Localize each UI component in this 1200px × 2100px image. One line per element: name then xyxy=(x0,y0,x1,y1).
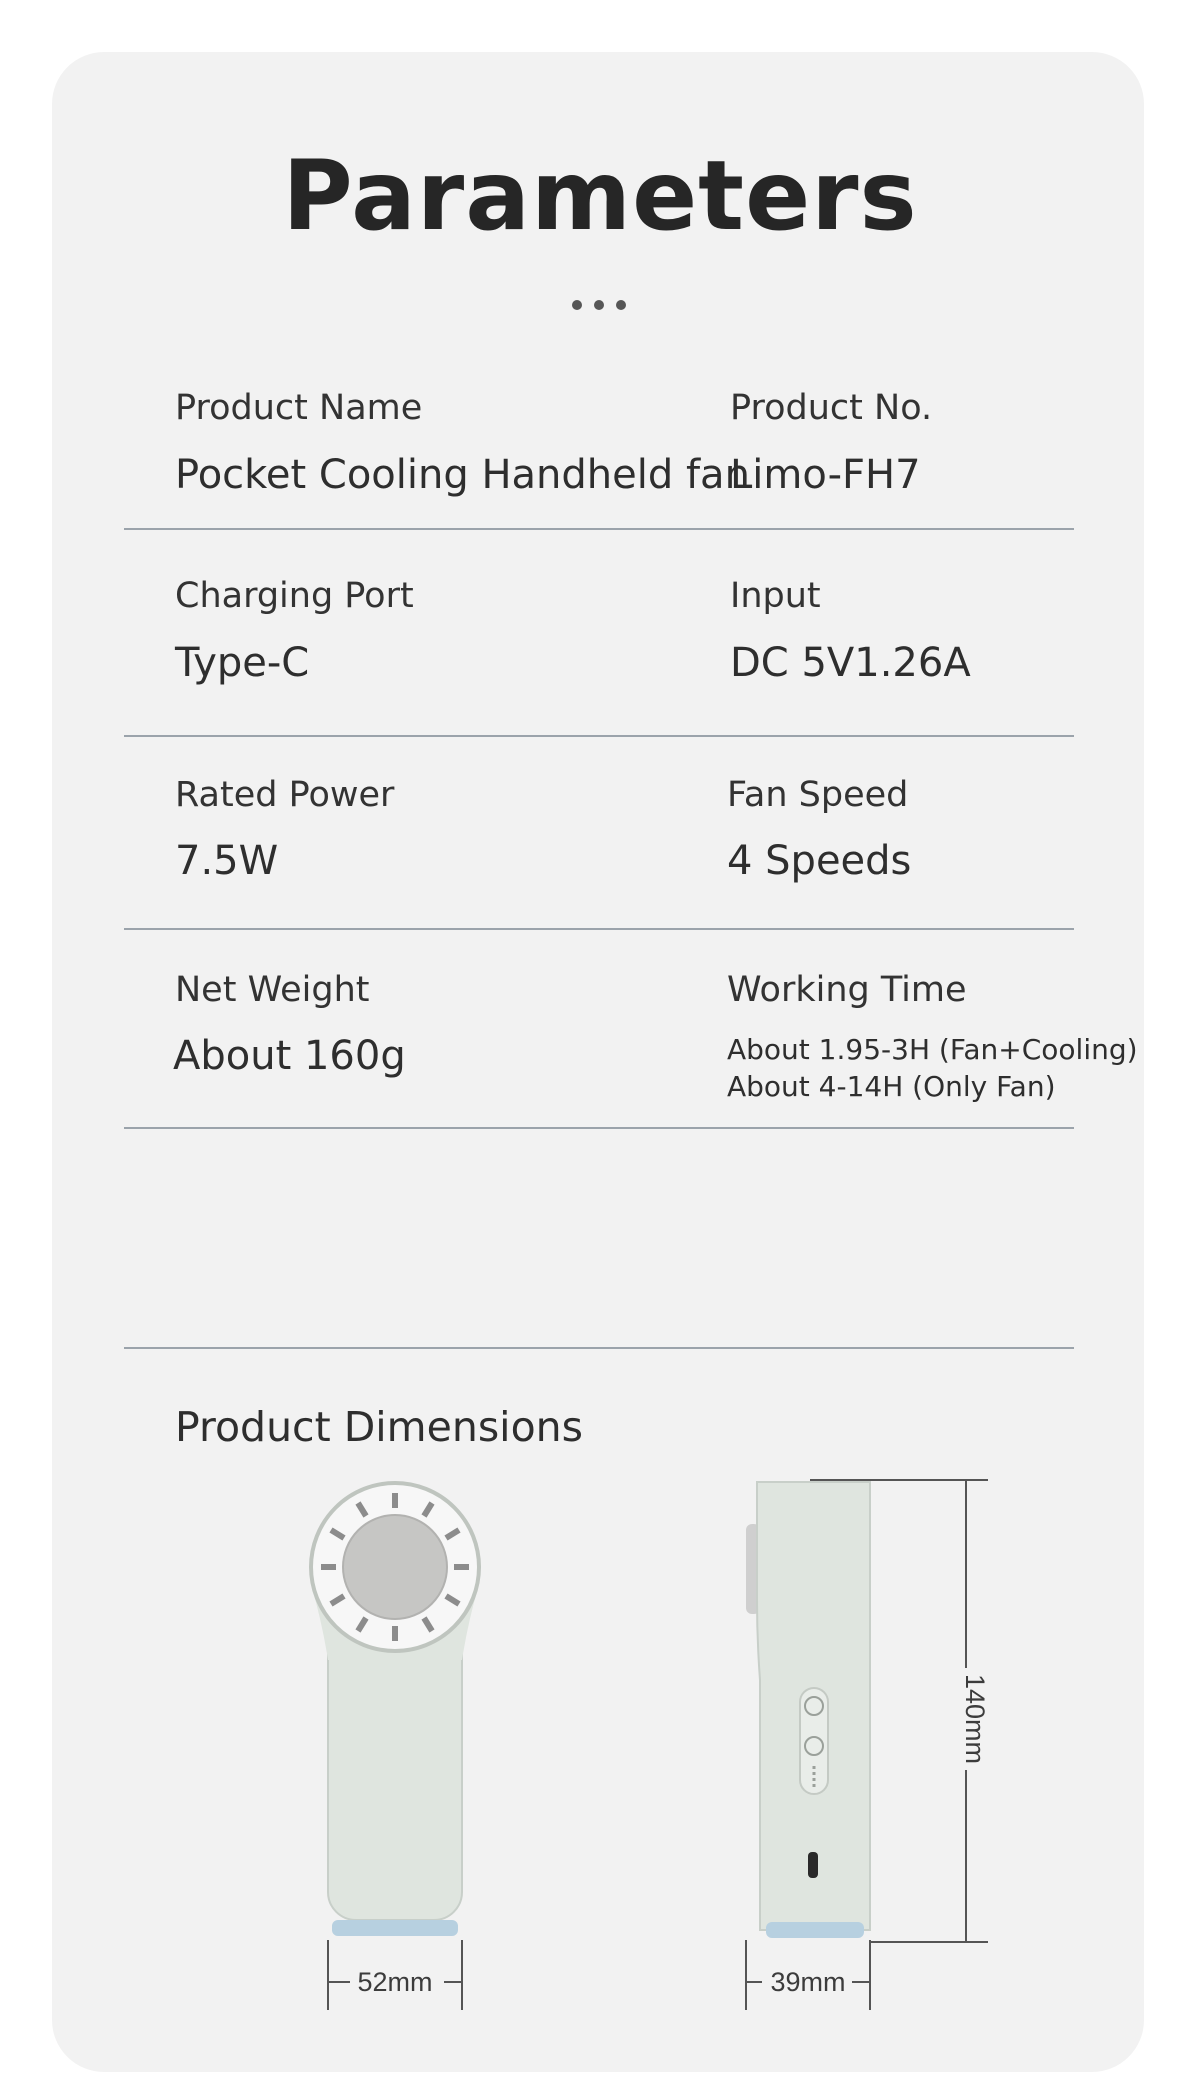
page-title: Parameters xyxy=(282,140,918,252)
spec-value-working-time-line-2: About 4-14H (Only Fan) xyxy=(727,1070,1056,1103)
fan-center-cap xyxy=(343,1515,447,1619)
spec-label-product-no: Product No. xyxy=(730,388,933,428)
spec-label-net-weight: Net Weight xyxy=(175,970,370,1010)
usb-c-port-icon xyxy=(808,1852,818,1878)
fan-base xyxy=(332,1920,458,1936)
spec-label-input: Input xyxy=(730,576,821,616)
spec-label-product-name: Product Name xyxy=(175,388,423,428)
spec-value-input: DC 5V1.26A xyxy=(730,640,971,686)
spec-value-working-time-line-1: About 1.95-3H (Fan+Cooling) xyxy=(727,1033,1138,1066)
fan-base xyxy=(766,1922,864,1938)
product-dimensions-heading: Product Dimensions xyxy=(175,1403,583,1451)
fan-front-view xyxy=(311,1483,479,1936)
spec-value-product-name: Pocket Cooling Handheld fan xyxy=(175,452,750,498)
side-width-label: 39mm xyxy=(770,1967,846,1997)
spec-label-rated-power: Rated Power xyxy=(175,775,395,815)
spec-label-fan-speed: Fan Speed xyxy=(727,775,909,815)
spec-value-rated-power: 7.5W xyxy=(175,838,279,884)
spec-label-working-time: Working Time xyxy=(727,970,967,1010)
spec-value-product-no: Limo-FH7 xyxy=(730,452,921,498)
height-label: 140mm xyxy=(960,1673,990,1765)
spec-value-fan-speed: 4 Speeds xyxy=(727,838,912,884)
front-width-label: 52mm xyxy=(357,1967,433,1997)
fan-side-view xyxy=(746,1482,870,1938)
spec-label-charging-port: Charging Port xyxy=(175,576,414,616)
spec-value-net-weight: About 160g xyxy=(173,1033,406,1079)
spec-value-charging-port: Type-C xyxy=(175,640,310,686)
